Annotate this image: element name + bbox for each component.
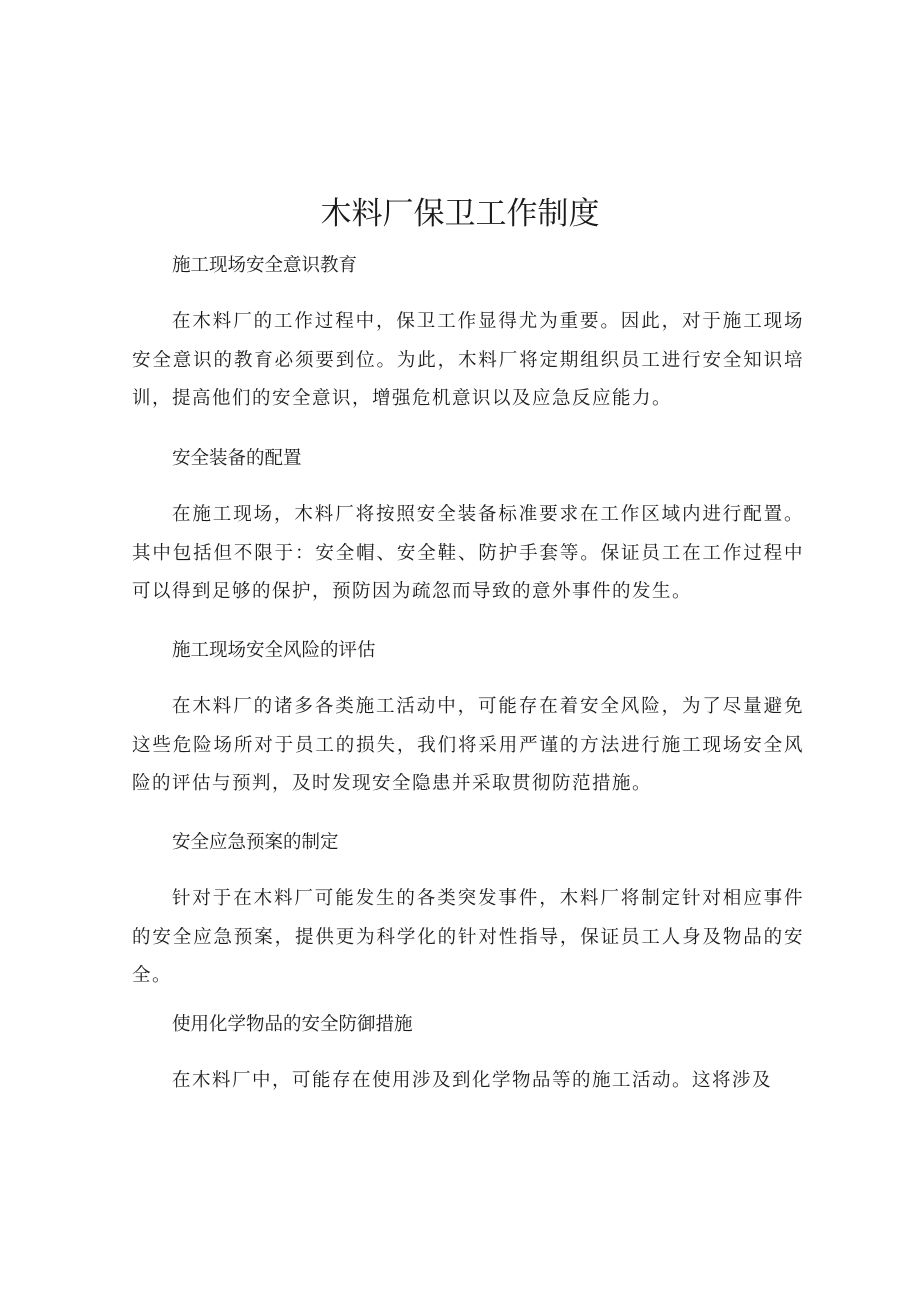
section-heading-chemical-safety: 使用化学物品的安全防御措施 xyxy=(172,1014,413,1035)
section-heading-safety-equipment: 安全装备的配置 xyxy=(172,448,302,469)
section-body-safety-awareness: 在木料厂的工作过程中，保卫工作显得尤为重要。因此，对于施工现场安全意识的教育必须要到位。为此，木料厂将定期组织员工进行安全知识培训，提高他们的安全意识，增强危机意识以及应急反应能力。 xyxy=(132,311,804,409)
section-body-chemical-safety: 在木料厂中，可能存在使用涉及到化学物品等的施工活动。这将涉及 xyxy=(172,1070,773,1091)
section-heading-safety-awareness: 施工现场安全意识教育 xyxy=(172,255,358,276)
section-body-emergency-plan: 针对于在木料厂可能发生的各类突发事件，木料厂将制定针对相应事件的安全应急预案，提供更为科学化的针对性指导，保证员工人身及物品的安全。 xyxy=(132,888,804,986)
section-heading-emergency-plan: 安全应急预案的制定 xyxy=(172,832,339,853)
section-heading-risk-assessment: 施工现场安全风险的评估 xyxy=(172,640,376,661)
section-body-risk-assessment: 在木料厂的诸多各类施工活动中，可能存在着安全风险，为了尽量避免这些危险场所对于员工的损失，我们将采用严谨的方法进行施工现场安全风险的评估与预判，及时发现安全隐患并采取贯彻防范措施。 xyxy=(132,696,804,794)
document-title: 木料厂保卫工作制度 xyxy=(320,196,600,232)
section-body-safety-equipment: 在施工现场，木料厂将按照安全装备标准要求在工作区域内进行配置。其中包括但不限于：安全帽、安全鞋、防护手套等。保证员工在工作过程中可以得到足够的保护，预防因为疏忽而导致的意外事件的发生。 xyxy=(132,504,804,602)
